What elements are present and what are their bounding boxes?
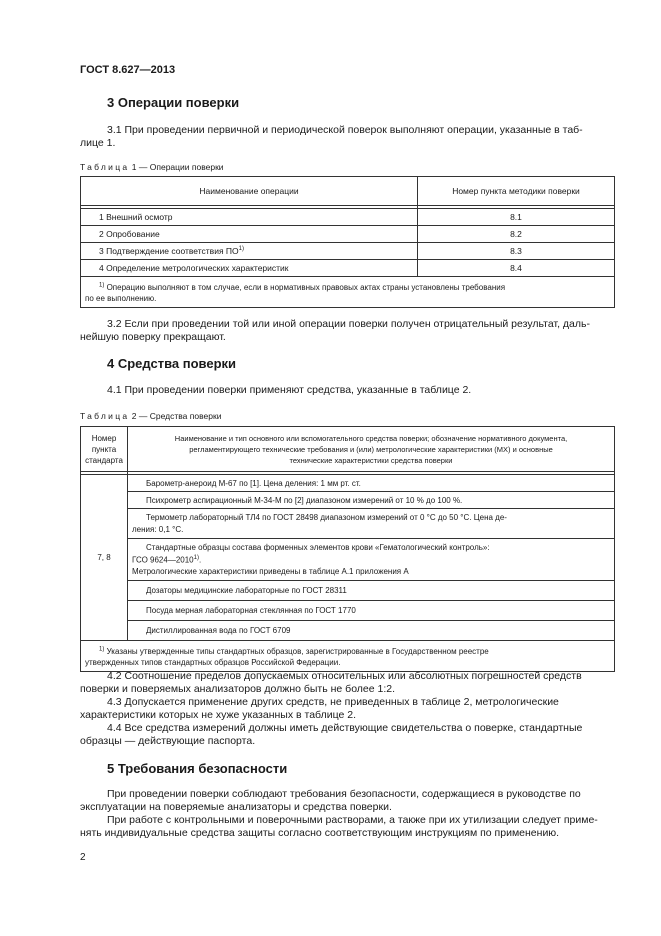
paragraph-5-2: При работе с контрольными и поверочными растворами, а также при их утилизации следует приме- нять индивидуальные средства защиты согласно соответствующим инструкциям по применению. [80, 814, 598, 839]
paragraph-3-2: 3.2 Если при проведении той или иной операции поверки получен отрицательный результат, даль- нейшую поверку прекращают. [80, 318, 590, 343]
section-4-title: 4 Средства поверки [107, 356, 237, 371]
table-row: Дистиллированная вода по ГОСТ 6709 [81, 621, 615, 641]
table-cell-number: 7, 8 [81, 475, 128, 641]
table-row: 1 Внешний осмотр 8.1 [81, 209, 615, 226]
table-row: 4 Определение метрологических характеристик 8.4 [81, 260, 615, 277]
section-5-title: 5 Требования безопасности [107, 761, 288, 776]
table-row: 7, 8 Барометр-анероид М-67 по [1]. Цена деления: 1 мм рт. ст. [81, 475, 615, 492]
table-2 [80, 426, 615, 672]
table-row: Стандартные образцы состава форменных элементов крови «Гематологический контроль»: ГСО 9624—2010$^{1)}$. Метрологические характеристики приведены в таблице А.1 приложения А [81, 539, 615, 581]
table-1-caption: Таблица 1 — Операции поверки [80, 162, 224, 172]
table-header-cell: Наименование и тип основного или вспомогательного средства поверки; обозначение нормативного документа, регламентирующего технические требования и (или) метрологические характеристики (МХ) и основные технические характеристики средства поверки [128, 427, 615, 472]
table-header-cell: Наименование операции [81, 177, 418, 206]
table-row: Психрометр аспирационный М-34-М по [2] диапазоном измерений от 10 % до 100 %. [81, 492, 615, 509]
table-row: Дозаторы медицинские лабораторные по ГОСТ 28311 [81, 581, 615, 601]
paragraph-4-3: 4.3 Допускается применение других средств, не приведенных в таблице 2, метрологические характеристики которых не хуже указанных в таблице 2. [80, 696, 559, 721]
table-header-cell: Номер пункта методики поверки [418, 177, 615, 206]
table-header-cell: Номер пункта стандарта [81, 427, 128, 472]
table-header-row [81, 177, 615, 206]
page-number: 2 [80, 852, 86, 863]
paragraph-5-1: При проведении поверки соблюдают требования безопасности, содержащиеся в руководстве по эксплуатации на поверяемые анализаторы и средства поверки. [80, 788, 581, 813]
table-footnote-row [81, 277, 615, 308]
table-row: Посуда мерная лабораторная стеклянная по ГОСТ 1770 [81, 601, 615, 621]
table-footnote: $^{1)}$ Операцию выполняют в том случае, если в нормативных правовых актах страны установлены требования по ее выполнению. [81, 277, 615, 308]
table-row: Термометр лабораторный ТЛ4 по ГОСТ 28498 диапазоном измерений от 0 °С до 50 °С. Цена де- ления: 0,1 °С. [81, 509, 615, 539]
paragraph-4-1: 4.1 При проведении поверки применяют средства, указанные в таблице 2. [107, 384, 472, 396]
table-footnote-row [81, 641, 615, 672]
paragraph-3-1: 3.1 При проведении первичной и периодической поверок выполняют операции, указанные в таб- лице 1. [80, 124, 583, 149]
table-footnote: $^{1)}$ Указаны утвержденные типы стандартных образцов, зарегистрированные в Государственном реестре утвержденных типов стандартных образцов Российской Федерации. [81, 641, 615, 672]
table-1 [80, 176, 615, 308]
section-3-title: 3 Операции поверки [107, 95, 240, 110]
paragraph-4-4: 4.4 Все средства измерений должны иметь действующие свидетельства о поверке, стандартные образцы — действующие паспорта. [80, 722, 583, 747]
table-header-row [81, 427, 615, 472]
paragraph-4-2: 4.2 Соотношение пределов допускаемых относительных или абсолютных погрешностей средств поверки и поверяемых анализаторов должно быть не более 1:2. [80, 670, 582, 695]
document-header: ГОСТ 8.627—2013 [80, 64, 176, 76]
table-row: 2 Опробование 8.2 [81, 226, 615, 243]
table-row: 3 Подтверждение соответствия ПО$^{1)}$ 8.3 [81, 243, 615, 260]
table-2-caption: Таблица 2 — Средства поверки [80, 411, 222, 421]
